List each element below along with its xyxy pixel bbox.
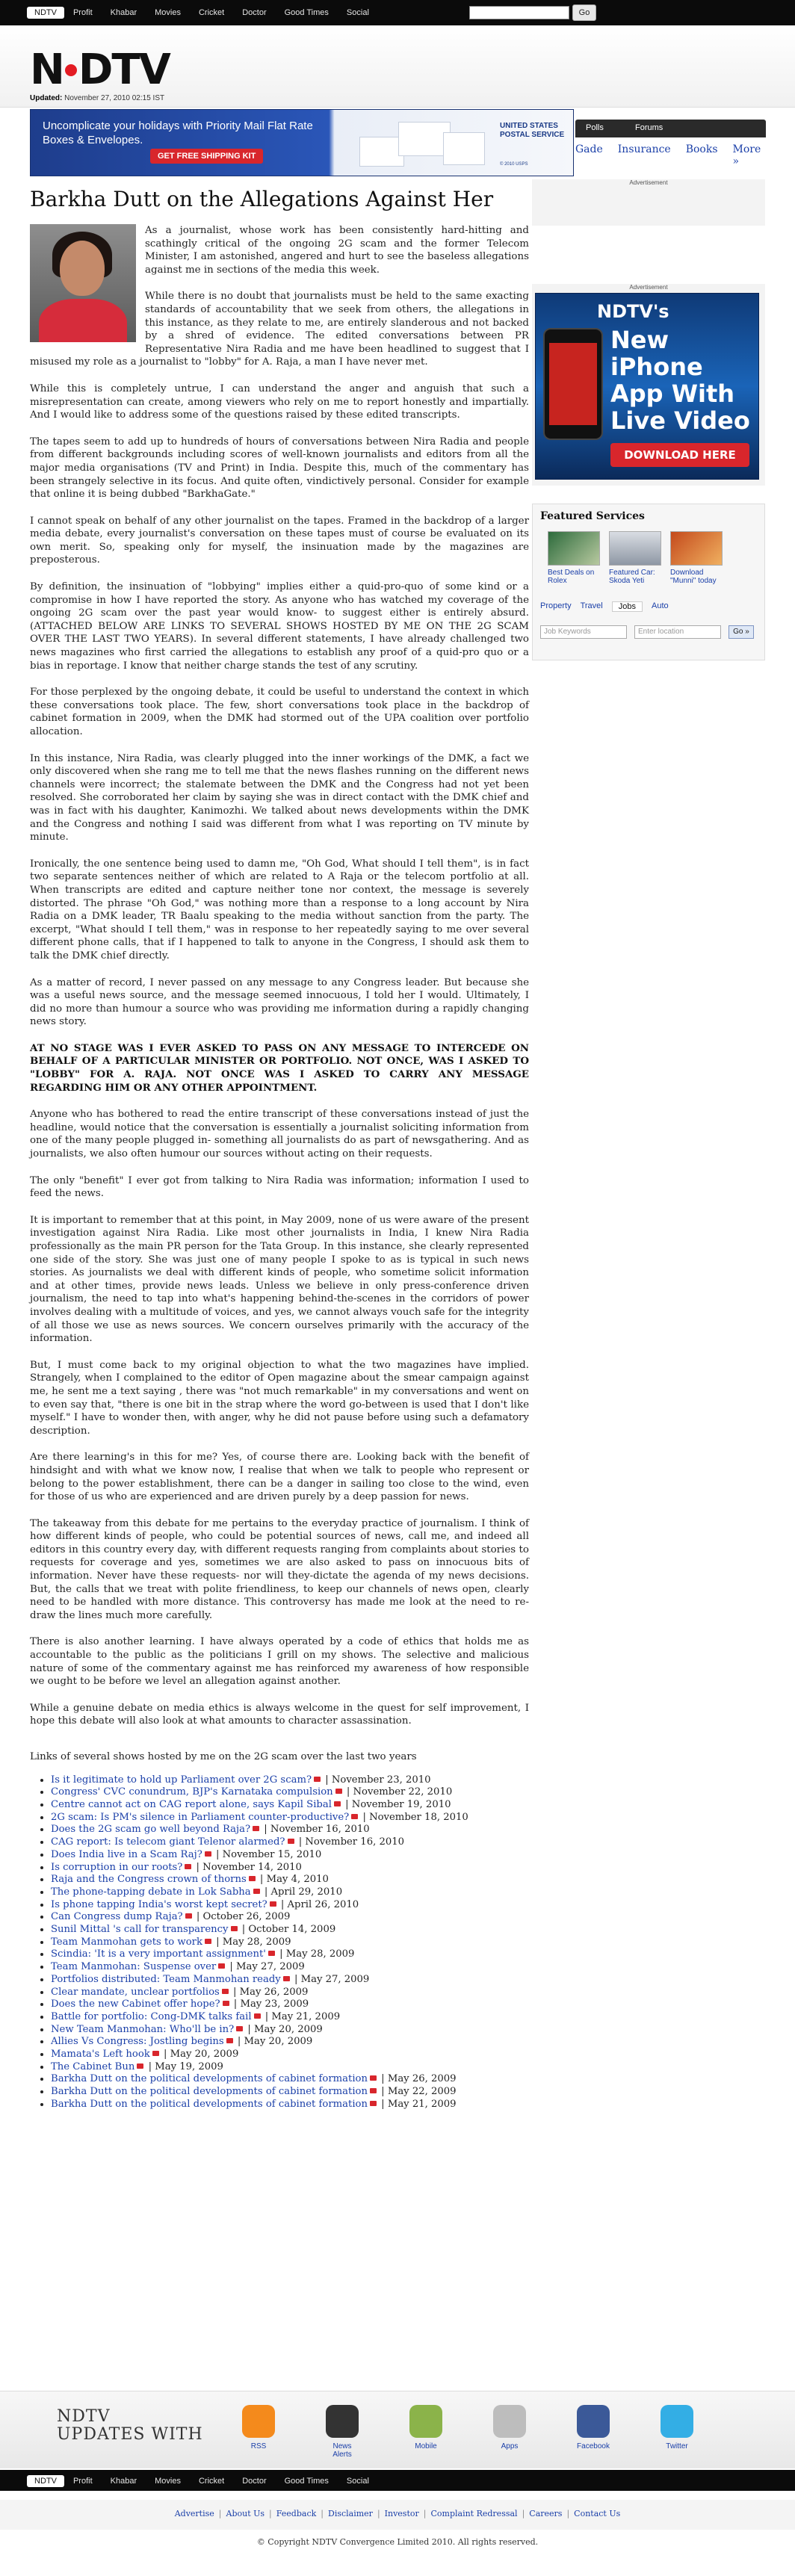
facebook-icon xyxy=(577,2405,610,2438)
footer-link[interactable]: Contact Us xyxy=(574,2509,621,2518)
show-date: November 16, 2010 xyxy=(305,1836,405,1848)
article-paragraph: Ironically, the one sentence being used to damn me, "Oh God, What should I tell them", is in fact two separate sentences neither of which are related to A Raja or the telecom portfolio at all. When transcripts are edited and capture neither tone nor context, the message is severely distorted. The phrase "Oh God," was nothing more than a response to a long account by Nira Radia on a DMK leader, TR Baalu speaking to the media without sanction from the party. The excerpt, "What should I tell them," was in response to her repeatedly saying to me over several different phone calls, that if I happened to talk to anyone in the Congress, I should ask them to talk the DMK chief directly. xyxy=(30,858,529,962)
article-paragraph: But, I must come back to my original objection to what the two magazines have implied. Strangely, when I complained to the editor of Open magazine about the smear campaign against me, he sent me a text saying , there was "not much remarkable" in my conversations and went on to even say that, "there is one bit in the strap where the word go-between is used that I don't like myself." I have to wonder then, with anger, why he did not pause before using such a defamatory description. xyxy=(30,1359,529,1437)
show-link[interactable]: CAG report: Is telecom giant Telenor alarmed? xyxy=(51,1836,285,1848)
featured-link-skoda[interactable]: Featured Car: Skoda Yeti xyxy=(609,569,655,585)
show-date: May 19, 2009 xyxy=(155,2061,223,2072)
show-list-item: • Sunil Mittal 's call for transparency | October 14, 2009 xyxy=(51,1924,529,1936)
video-icon xyxy=(205,1939,211,1944)
show-list-item: • Does India live in a Scam Raj? | November 15, 2010 xyxy=(51,1849,529,1862)
update-mobile[interactable] xyxy=(408,2405,444,2459)
featured-link-munni[interactable]: Download "Munni" today xyxy=(670,569,717,585)
show-link[interactable]: Allies Vs Congress: Jostling begins xyxy=(51,2036,224,2048)
show-list-item: • The Cabinet Bun | May 19, 2009 xyxy=(51,2061,529,2074)
video-icon xyxy=(137,2063,143,2069)
ad-slot-top xyxy=(532,179,765,226)
video-icon xyxy=(223,2001,229,2006)
article-paragraph: I cannot speak on behalf of any other journalist on the tapes. Framed in the backdrop of a larger media debate, every journalist's conversation on these tapes must of course be evaluated on its own merit. So, speaking only for myself, the insinuation made by the magazines are preposterous. xyxy=(30,515,529,566)
article-paragraph: There is also another learning. I have always operated by a code of ethics that holds me as accountable to the public as the politicians I grill on my shows. The selective and malicious nature of some of the commentary against me has reinforced my awareness of how responsible we ought to be before we level an allegation against another. xyxy=(30,1636,529,1688)
show-date: May 27, 2009 xyxy=(236,1961,305,1973)
show-date: May 26, 2009 xyxy=(239,1986,309,1998)
show-link[interactable]: The Cabinet Bun xyxy=(51,2061,135,2072)
search-input[interactable] xyxy=(469,6,569,19)
footer-link[interactable]: Feedback xyxy=(276,2509,317,2518)
update-label: Facebook xyxy=(577,2442,610,2450)
link-insurance[interactable]: Insurance xyxy=(617,143,671,155)
skoda-yeti-image[interactable] xyxy=(609,531,661,566)
bottom-nav xyxy=(0,2470,795,2491)
update-label: Apps xyxy=(501,2442,519,2450)
show-link[interactable]: Does the new Cabinet offer hope? xyxy=(51,1998,220,2010)
banner-copyright: © 2010 USPS xyxy=(500,162,528,167)
show-date: October 14, 2009 xyxy=(248,1924,336,1936)
show-list-item: • Clear mandate, unclear portfolios | May 26, 2009 xyxy=(51,1987,529,1999)
show-link[interactable]: Does India live in a Scam Raj? xyxy=(51,1848,202,1860)
ad-brand: NDTV's xyxy=(597,301,669,322)
nav-item-cricket[interactable]: Cricket xyxy=(198,2477,225,2486)
show-list-item: • New Team Manmohan: Who'll be in? | May 20, 2009 xyxy=(51,2024,529,2037)
video-icon xyxy=(370,2101,377,2106)
jobs-search-form xyxy=(540,625,754,639)
video-icon xyxy=(222,1989,229,1994)
author-photo xyxy=(30,224,136,342)
jobs-go-button[interactable]: Go » xyxy=(729,625,754,639)
video-icon xyxy=(205,1851,211,1857)
nav-item-khabar[interactable]: Khabar xyxy=(110,2477,137,2486)
article-paragraph: Are there learning's in this for me? Yes, of course there are. Looking back with the benefit of hindsight and with what we know now, I realise that when we talk to people who represent or belong to the power establishment, there can be a danger in sailing too close to the wind, even for those of us who are experienced and are driven purely by a deep passion for news. xyxy=(30,1452,529,1503)
footer-separator: | xyxy=(566,2509,570,2518)
video-icon xyxy=(236,2026,243,2031)
show-list-item: • Raja and the Congress crown of thorns | May 4, 2010 xyxy=(51,1874,529,1886)
nav-item-khabar[interactable]: Khabar xyxy=(110,8,137,17)
video-icon xyxy=(185,1913,192,1919)
video-icon xyxy=(335,1789,342,1794)
article-paragraph: The only "benefit" I ever got from talking to Nira Radia was information; information I used to feed the news. xyxy=(30,1174,529,1200)
show-list-item: • Is it legitimate to hold up Parliament over 2G scam? | November 23, 2010 xyxy=(51,1774,529,1787)
show-link[interactable]: Raja and the Congress crown of thorns xyxy=(51,1874,247,1886)
show-date: May 20, 2009 xyxy=(244,2036,313,2048)
download-here-button[interactable]: DOWNLOAD HERE xyxy=(610,443,749,467)
shipping-boxes-image xyxy=(359,117,486,170)
nav-item-movies[interactable]: Movies xyxy=(155,8,181,17)
show-date: May 4, 2010 xyxy=(266,1874,329,1886)
update-twitter[interactable] xyxy=(659,2405,695,2459)
article-title: Barkha Dutt on the Allegations Against Her xyxy=(30,187,494,211)
top-nav xyxy=(0,0,795,25)
article-paragraph: As a journalist, whose work has been consistently hard-hitting and scathingly critical of the ongoing 2G scam and the former Telecom Minister, I am astonished, angered and hurt to see the baseless allegations against me in sections of the media this week. xyxy=(145,225,529,276)
nav-item-good-times[interactable]: Good Times xyxy=(284,2477,329,2486)
show-link[interactable]: Mamata's Left hook xyxy=(51,2049,150,2061)
ad-label: Advertisement xyxy=(629,179,668,186)
footer-link[interactable]: Careers xyxy=(529,2509,563,2518)
article-paragraph: As a matter of record, I never passed on any message to any Congress leader. But because she was a useful news source, and the message seemed innocuous, I told her I would. Ultimately, I did no more than humour a source who was providing me information during a rapidly changing news story. xyxy=(30,976,529,1028)
updates-title: NDTV UPDATES WITH xyxy=(57,2407,203,2444)
tab-polls[interactable]: Polls xyxy=(586,123,604,132)
footer-link[interactable]: Disclaimer xyxy=(328,2509,373,2518)
show-date: May 20, 2009 xyxy=(254,2023,323,2035)
show-link[interactable]: Sunil Mittal 's call for transparency xyxy=(51,1924,229,1936)
show-date: November 18, 2010 xyxy=(369,1811,468,1823)
show-link[interactable]: Scindia: 'It is a very important assignment' xyxy=(51,1948,266,1960)
update-rss[interactable] xyxy=(241,2405,276,2459)
video-icon xyxy=(253,1826,259,1831)
video-icon xyxy=(226,2038,233,2043)
video-icon xyxy=(351,1814,358,1819)
nav-item-ndtv[interactable]: NDTV xyxy=(27,7,64,19)
nav-item-cricket[interactable]: Cricket xyxy=(198,8,225,17)
video-icon xyxy=(254,2013,261,2019)
show-list-item: • Does the new Cabinet offer hope? | May 23, 2009 xyxy=(51,1998,529,2011)
footer-link[interactable]: Complaint Redressal xyxy=(430,2509,518,2518)
banner-text: Uncomplicate your holidays with Priority Mail Flat Rate Boxes & Envelopes. xyxy=(43,120,313,146)
show-link[interactable]: Can Congress dump Raja? xyxy=(51,1911,183,1923)
video-icon xyxy=(370,2075,377,2081)
update-news-alerts[interactable] xyxy=(324,2405,360,2459)
video-icon xyxy=(288,1839,294,1844)
show-list-item: • CAG report: Is telecom giant Telenor alarmed? | November 16, 2010 xyxy=(51,1836,529,1849)
rss-icon xyxy=(242,2405,275,2438)
right-top-links xyxy=(575,143,766,167)
updates-icons xyxy=(241,2405,695,2459)
article-paragraph: While there is no doubt that journalists must be held to the same exacting standards of accountability that we seek from others, the allegations in this instance, as they relate to me, are entirely slanderous and not backed by a shred of evidence. The edited conversations between PR Representative Nira Radia and me have been headlined to suggest that I misused my role as a journalist to "lobby" for A. Raja, a man I have never met. xyxy=(30,291,529,368)
show-link[interactable]: Is phone tapping India's worst kept secret? xyxy=(51,1898,267,1910)
tab-property[interactable]: Property xyxy=(540,601,572,610)
job-location-input[interactable]: Enter location xyxy=(634,625,721,639)
show-date: November 22, 2010 xyxy=(353,1786,453,1798)
shows-list xyxy=(30,1774,529,2111)
show-date: May 23, 2009 xyxy=(240,1998,309,2010)
copyright: © Copyright NDTV Convergence Limited 2010. All rights reserved. xyxy=(256,2537,539,2547)
ad-label: Advertisement xyxy=(629,284,668,291)
mobile-icon xyxy=(409,2405,442,2438)
article-paragraph: It is important to remember that at this point, in May 2009, none of us were aware of the present investigation against Nira Radia. Like most other journalists in India, I knew Nira Radia professionally as the main PR person for the Tata Group. In this instance, she clearly represented one side of the story. She was just one of many people I spoke to as is typical in such news stories. As journalists we deal with different kinds of people, who sometime solicit information and at other times, provide news leads. Unless we believe in only press-conference driven journalism, the need to tap into what's happening behind-the-scenes in the corridors of power involves dealing with a multitude of voices, and yes, we cannot always vouch safe for the integrity of all those we use as news sources. We concern ourselves primarily with the accuracy of the information. xyxy=(30,1214,529,1345)
tab-auto[interactable]: Auto xyxy=(651,601,669,610)
show-link[interactable]: Portfolios distributed: Team Manmohan ready xyxy=(51,1973,281,1985)
show-list-item: • Is phone tapping India's worst kept secret? | April 26, 2010 xyxy=(51,1899,529,1912)
show-link[interactable]: 2G scam: Is PM's silence in Parliament counter-productive? xyxy=(51,1811,350,1823)
show-link[interactable]: Is it legitimate to hold up Parliament over 2G scam? xyxy=(51,1774,312,1786)
footer-separator: | xyxy=(218,2509,222,2518)
show-list-item: • Battle for portfolio: Cong-DMK talks fail | May 21, 2009 xyxy=(51,2011,529,2024)
ndtv-logo[interactable]: N DTV xyxy=(30,46,170,94)
show-date: May 26, 2009 xyxy=(387,2073,457,2085)
show-link[interactable]: Is corruption in our roots? xyxy=(51,1861,183,1873)
updated-timestamp: Updated: November 27, 2010 02:15 IST xyxy=(30,94,165,102)
show-link[interactable]: Centre cannot act on CAG report alone, says Kapil Sibal xyxy=(51,1799,332,1810)
nav-item-ndtv[interactable]: NDTV xyxy=(27,2475,64,2487)
featured-images xyxy=(548,531,723,566)
video-icon xyxy=(334,1801,341,1806)
footer-separator: | xyxy=(269,2509,272,2518)
search-go-button[interactable]: Go xyxy=(572,4,596,21)
video-icon xyxy=(152,2051,159,2056)
featured-title: Featured Services xyxy=(540,510,645,522)
show-link[interactable]: Team Manmohan gets to work xyxy=(51,1936,202,1948)
show-date: November 14, 2010 xyxy=(202,1861,302,1873)
show-date: April 29, 2010 xyxy=(270,1886,343,1898)
article-paragraph: By definition, the insinuation of "lobbying" implies either a quid-pro-quo of some kind or a compromise in how I have reported the story. As anyone who has watched my coverage of the ongoing 2G scam over the past year would know- to suggest either is entirely absurd. (ATTACHED BELOW ARE LINKS TO SEVERAL SHOWS HOSTED BY ME ON THE 2G SCAM OVER THE LAST TWO YEARS). In several different statements, I have already challenged two news magazines who first carried the allegations to establish any proof of a quid-pro quo or a bias in reportage. I know that neither charge stands the test of any scrutiny. xyxy=(30,581,529,672)
show-list-item: • Mamata's Left hook | May 20, 2009 xyxy=(51,2049,529,2061)
featured-link-rolex[interactable]: Best Deals on Rolex xyxy=(548,569,595,585)
show-link[interactable]: Congress' CVC conundrum, BJP's Karnataka compulsion xyxy=(51,1786,333,1798)
twitter-icon xyxy=(661,2405,693,2438)
show-date: May 27, 2009 xyxy=(300,1973,370,1985)
video-icon xyxy=(270,1901,276,1907)
video-icon xyxy=(283,1976,290,1981)
footer-link[interactable]: About Us xyxy=(226,2509,265,2518)
featured-tabs xyxy=(540,601,669,612)
article-paragraph: The tapes seem to add up to hundreds of hours of conversations between Nira Radia and people from different backgrounds including scores of well-known journalists and editors from all the major media organisations (TV and Print) in India. Despite this, much of the commentary has been strangely selective in its focus. And quite often, vindictively personal. Consider for example that online it is being dubbed "BarkhaGate." xyxy=(30,436,529,501)
video-icon xyxy=(314,1777,321,1782)
top-nav-links xyxy=(27,7,378,19)
links-intro: Links of several shows hosted by me on the 2G scam over the last two years xyxy=(30,1751,417,1762)
show-list-item: • Congress' CVC conundrum, BJP's Karnataka compulsion | November 22, 2010 xyxy=(51,1786,529,1799)
update-label: Twitter xyxy=(666,2442,688,2450)
nav-item-profit[interactable]: Profit xyxy=(72,8,93,17)
usps-logo: UNITED STATES POSTAL SERVICE xyxy=(500,122,565,139)
show-list-item: • Team Manmohan: Suspense over | May 27, 2009 xyxy=(51,1961,529,1974)
nav-item-social[interactable]: Social xyxy=(346,2477,369,2486)
update-label: News Alerts xyxy=(332,2442,352,2459)
nav-item-social[interactable]: Social xyxy=(346,8,369,17)
footer-links xyxy=(0,2500,795,2530)
show-list-item: • Barkha Dutt on the political developments of cabinet formation | May 22, 2009 xyxy=(51,2086,529,2099)
link-more[interactable]: More » xyxy=(732,143,761,167)
featured-captions xyxy=(548,569,723,585)
nav-item-doctor[interactable]: Doctor xyxy=(242,8,267,17)
site-header xyxy=(0,25,795,108)
bold-statement: AT NO STAGE WAS I EVER ASKED TO PASS ON ANY MESSAGE TO INTERCEDE ON BEHALF OF A PARTICULAR MINISTER OR PORTFOLIO. NOT ONCE, WAS I ASKED TO "LOBBY" FOR A. RAJA. NOT ONCE WAS I ASKED TO CARRY ANY MESSAGE REGARDING HIM OR ANY OTHER APPOINTMENT. xyxy=(30,1041,529,1094)
show-list-item: • Barkha Dutt on the political developments of cabinet formation | May 21, 2009 xyxy=(51,2099,529,2111)
link-gade[interactable]: Gade xyxy=(575,143,603,155)
article-paragraph: In this instance, Nira Radia, was clearly plugged into the inner workings of the DMK, a fact we only discovered when she rang me to tell me that the news flashes running on the different news channels were incorrect; the stalemate between the DMK and the Congress had not yet been resolved. She corroborated her claim by saying she was in direct contact with the DMK chief and was in fact with his daughter, Kanimozhi. We talked about news developments within the DMK and the Congress and nothing I said was different from what I was reporting on TV minute by minute. xyxy=(30,752,529,843)
footer-separator: | xyxy=(377,2509,380,2518)
show-date: May 20, 2009 xyxy=(170,2049,239,2061)
link-books[interactable]: Books xyxy=(685,143,718,155)
show-date: May 22, 2009 xyxy=(387,2086,457,2098)
ndtv-iphone-app-ad[interactable] xyxy=(535,293,759,480)
usps-banner-ad[interactable] xyxy=(30,109,574,176)
show-link[interactable]: New Team Manmohan: Who'll be in? xyxy=(51,2023,235,2035)
show-list-item: • The phone-tapping debate in Lok Sabha | April 29, 2010 xyxy=(51,1886,529,1899)
show-date: November 19, 2010 xyxy=(351,1799,451,1810)
show-link[interactable]: Barkha Dutt on the political developments of cabinet formation xyxy=(51,2073,368,2085)
lightning-icon xyxy=(326,2405,359,2438)
update-facebook[interactable] xyxy=(575,2405,611,2459)
show-date: May 21, 2009 xyxy=(271,2010,341,2022)
video-icon xyxy=(231,1926,238,1931)
community-tabs xyxy=(575,120,766,137)
nav-item-movies[interactable]: Movies xyxy=(155,2477,181,2486)
show-date: October 26, 2009 xyxy=(202,1911,291,1923)
article-paragraph: The takeaway from this debate for me pertains to the everyday practice of journalism. I think of how different kinds of people, who could be potential sources of news, call me, and indeed all editors in this country every day, with different requests ranging from complaints about stories to requests for coverage and yes, sometimes we are also asked to pass on innocuous bits of information. Never have these requests- nor will they-dictate the agenda of my news decisions. But, the calls that we treat with polite friendliness, to keep our channels of news open, clearly need to be handled with more distance. This controversy has made me look at the need to re-draw the lines much more carefully. xyxy=(30,1517,529,1621)
show-link[interactable]: Team Manmohan: Suspense over xyxy=(51,1961,217,1973)
article xyxy=(30,187,529,2111)
nav-item-doctor[interactable]: Doctor xyxy=(242,2477,267,2486)
nav-item-good-times[interactable]: Good Times xyxy=(284,8,329,17)
footer-link[interactable]: Investor xyxy=(384,2509,419,2518)
show-list-item: • Is corruption in our roots? | November 14, 2010 xyxy=(51,1862,529,1874)
show-list-item: • 2G scam: Is PM's silence in Parliament counter-productive? | November 18, 2010 xyxy=(51,1812,529,1824)
show-list-item: • Allies Vs Congress: Jostling begins | May 20, 2009 xyxy=(51,2036,529,2049)
show-list-item: • Scindia: 'It is a very important assignment' | May 28, 2009 xyxy=(51,1948,529,1961)
video-icon xyxy=(370,2088,377,2093)
show-date: November 23, 2010 xyxy=(331,1774,431,1786)
show-list-item: • Team Manmohan gets to work | May 28, 2009 xyxy=(51,1936,529,1949)
tab-travel[interactable]: Travel xyxy=(580,601,603,610)
bottom-nav-links xyxy=(27,2475,378,2487)
show-link[interactable]: The phone-tapping debate in Lok Sabha xyxy=(51,1886,251,1898)
tab-forums[interactable]: Forums xyxy=(635,123,663,132)
show-date: April 26, 2010 xyxy=(287,1898,359,1910)
updates-strip xyxy=(0,2391,795,2468)
show-link[interactable]: Barkha Dutt on the political developments of cabinet formation xyxy=(51,2098,368,2110)
show-date: May 28, 2009 xyxy=(285,1948,355,1960)
footer-link[interactable]: Advertise xyxy=(174,2509,214,2518)
show-date: May 28, 2009 xyxy=(222,1936,291,1948)
apps-icon xyxy=(493,2405,526,2438)
show-link[interactable]: Does the 2G scam go well beyond Raja? xyxy=(51,1824,251,1836)
job-keywords-input[interactable]: Job Keywords xyxy=(540,625,627,639)
free-shipping-kit-button[interactable]: GET FREE SHIPPING KIT xyxy=(150,149,263,164)
ad-headline: New iPhone App With Live Video xyxy=(610,326,750,435)
update-label: Mobile xyxy=(415,2442,437,2450)
footer-separator: | xyxy=(423,2509,427,2518)
article-paragraph: While this is completely untrue, I can understand the anger and anguish that such a misrepresentation can create, among viewers who rely on me to report honestly and impartially. And I would like to address some of the questions raised by these edited transcripts. xyxy=(30,383,529,421)
show-link[interactable]: Clear mandate, unclear portfolios xyxy=(51,1986,220,1998)
article-paragraph: For those perplexed by the ongoing debate, it could be useful to understand the context in which these conversations took place. The few, short conversations took place in the backdrop of cabinet formation in 2009, when the DMK had stormed out of the UPA coalition over portfolio allocation. xyxy=(30,687,529,737)
show-link[interactable]: Barkha Dutt on the political developments of cabinet formation xyxy=(51,2086,368,2098)
show-list-item: • Centre cannot act on CAG report alone, says Kapil Sibal | November 19, 2010 xyxy=(51,1799,529,1812)
footer-separator: | xyxy=(321,2509,324,2518)
show-list-item: • Barkha Dutt on the political developments of cabinet formation | May 26, 2009 xyxy=(51,2073,529,2086)
video-icon xyxy=(218,1963,225,1969)
tab-jobs[interactable]: Jobs xyxy=(612,601,643,612)
munni-image[interactable] xyxy=(670,531,723,566)
show-link[interactable]: Battle for portfolio: Cong-DMK talks fail xyxy=(51,2010,252,2022)
show-list-item: • Can Congress dump Raja? | October 26, 2009 xyxy=(51,1911,529,1924)
show-date: November 15, 2010 xyxy=(222,1848,322,1860)
update-apps[interactable] xyxy=(492,2405,528,2459)
show-date: November 16, 2010 xyxy=(270,1824,370,1836)
update-label: RSS xyxy=(250,2442,267,2450)
rolex-image[interactable] xyxy=(548,531,600,566)
logo-dot-icon xyxy=(65,64,77,76)
show-date: May 21, 2009 xyxy=(387,2098,457,2110)
show-list-item: • Portfolios distributed: Team Manmohan ready | May 27, 2009 xyxy=(51,1974,529,1987)
nav-item-profit[interactable]: Profit xyxy=(72,2477,93,2486)
featured-services xyxy=(532,504,765,660)
article-paragraph: While a genuine debate on media ethics is always welcome in the quest for self improvement, I hope this debate will also look at what amounts to character assassination. xyxy=(30,1702,529,1727)
video-icon xyxy=(249,1876,256,1881)
footer-separator: | xyxy=(522,2509,525,2518)
video-icon xyxy=(268,1951,275,1956)
article-paragraph: Anyone who has bothered to read the entire transcript of these conversations instead of just the headline, would notice that the conversation is essentially a journalist soliciting information from one of the many people plugged in- something all journalists do as part of newsgathering. And as journalists, we also often humour our sources without acting on their requests. xyxy=(30,1109,529,1160)
iphone-icon xyxy=(543,328,603,440)
show-list-item: • Does the 2G scam go well beyond Raja? | November 16, 2010 xyxy=(51,1824,529,1836)
video-icon xyxy=(185,1864,191,1869)
video-icon xyxy=(253,1889,260,1894)
